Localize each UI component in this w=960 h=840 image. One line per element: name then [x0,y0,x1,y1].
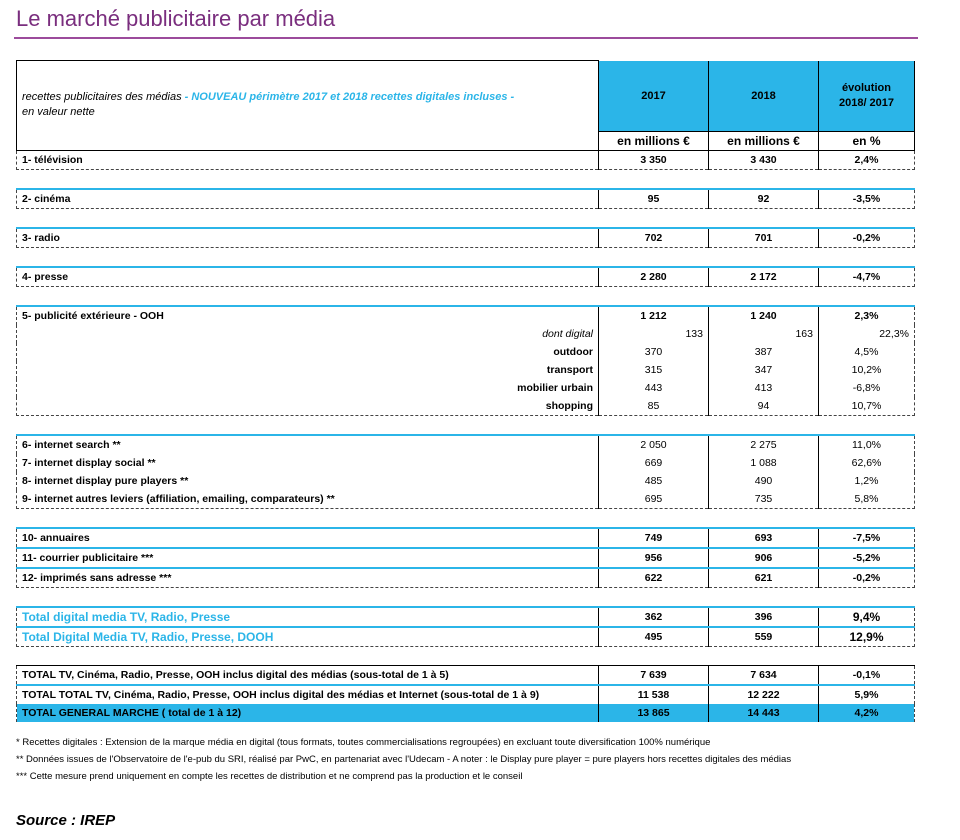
table-row: 7- internet display social ** 669 1 088 62,6% [17,454,915,472]
row-label: Total Digital Media TV, Radio, Presse, DOOH [17,627,599,647]
table-row: 1- télévision 3 350 3 430 2,4% [17,150,915,169]
table-row: shopping 85 94 10,7% [17,397,915,416]
table-row: 10- annuaires 749 693 -7,5% [17,528,915,548]
row-label: 9- internet autres leviers (affiliation, emailing, comparateurs) ** [17,490,599,509]
footnote: ** Données issues de l'Observatoire de l'e-pub du SRI, réalisé par PwC, en partenariat avec l'Udecam - A noter : le Display pure player = pure players hors recettes digitales des médias [16,754,792,765]
row-label: outdoor [17,343,599,361]
footnote: * Recettes digitales : Extension de la marque média en digital (tous formats, toutes commercialisations regroupées) en excluant toute diversification 100% numérique [16,737,711,748]
market-table [16,60,915,722]
table-row: Total Digital Media TV, Radio, Presse, DOOH 495 559 12,9% [17,627,915,647]
row-label: 1- télévision [17,150,599,169]
col-2018-header: 2018 [709,61,819,132]
col-2017-header: 2017 [599,61,709,132]
row-label: Total digital media TV, Radio, Presse [17,607,599,627]
table-row: 11- courrier publicitaire *** 956 906 -5,2% [17,548,915,568]
table-row: 9- internet autres leviers (affiliation, emailing, comparateurs) ** 695 735 5,8% [17,490,915,509]
row-label: TOTAL GENERAL MARCHE ( total de 1 à 12) [17,704,599,722]
row-label: 7- internet display social ** [17,454,599,472]
unit-evolution: en % [819,131,915,150]
table-row: transport 315 347 10,2% [17,361,915,379]
row-label: 8- internet display pure players ** [17,472,599,490]
source-label: Source : IREP [16,812,116,829]
row-label: 2- cinéma [17,189,599,209]
row-label: 12- imprimés sans adresse *** [17,568,599,588]
header-highlight: NOUVEAU périmètre 2017 et 2018 recettes digitales incluses - [191,91,515,104]
table-row: 5- publicité extérieure - OOH 1 212 1 240 2,3% [17,306,915,325]
header-description: recettes publicitaires des médias - NOUVEAU périmètre 2017 et 2018 recettes digitales incluses - en valeur nette [17,61,599,151]
footnote: *** Cette mesure prend uniquement en compte les recettes de distribution et ne comprend pas la production et le conseil [16,771,523,782]
table-row: mobilier urbain 443 413 -6,8% [17,379,915,397]
title-divider [14,37,918,39]
table-row: 4- presse 2 280 2 172 -4,7% [17,267,915,287]
page-title: Le marché publicitaire par média [16,6,336,31]
row-label: shopping [17,397,599,416]
footnotes [16,734,791,785]
total-general-row: TOTAL GENERAL MARCHE ( total de 1 à 12) 13 865 14 443 4,2% [17,704,915,722]
row-label: 4- presse [17,267,599,287]
table-row: 3- radio 702 701 -0,2% [17,228,915,248]
unit-2017: en millions € [599,131,709,150]
row-label: 11- courrier publicitaire *** [17,548,599,568]
header-row [17,61,915,132]
table-row: 12- imprimés sans adresse *** 622 621 -0,2% [17,568,915,588]
table-row: 8- internet display pure players ** 485 490 1,2% [17,472,915,490]
row-label: dont digital [17,325,599,343]
row-label: 3- radio [17,228,599,248]
row-label: TOTAL TOTAL TV, Cinéma, Radio, Presse, OOH inclus digital des médias et Internet (sous-total de 1 à 9) [17,685,599,704]
table-row: outdoor 370 387 4,5% [17,343,915,361]
table-row: 2- cinéma 95 92 -3,5% [17,189,915,209]
unit-2018: en millions € [709,131,819,150]
table-row: TOTAL TV, Cinéma, Radio, Presse, OOH inclus digital des médias (sous-total de 1 à 5) 7 639 7 634 -0,1% [17,665,915,685]
row-label: transport [17,361,599,379]
row-label: 10- annuaires [17,528,599,548]
table-row: dont digital 133 163 22,3% [17,325,915,343]
row-label: TOTAL TV, Cinéma, Radio, Presse, OOH inclus digital des médias (sous-total de 1 à 5) [17,665,599,685]
table-row: TOTAL TOTAL TV, Cinéma, Radio, Presse, OOH inclus digital des médias et Internet (sous-total de 1 à 9) 11 538 12 222 5,9% [17,685,915,704]
table-row: 6- internet search ** 2 050 2 275 11,0% [17,435,915,454]
col-evolution-header: évolution 2018/ 2017 [819,61,915,132]
row-label: 5- publicité extérieure - OOH [17,306,599,325]
table-row: Total digital media TV, Radio, Presse 362 396 9,4% [17,607,915,627]
row-label: mobilier urbain [17,379,599,397]
row-label: 6- internet search ** [17,435,599,454]
